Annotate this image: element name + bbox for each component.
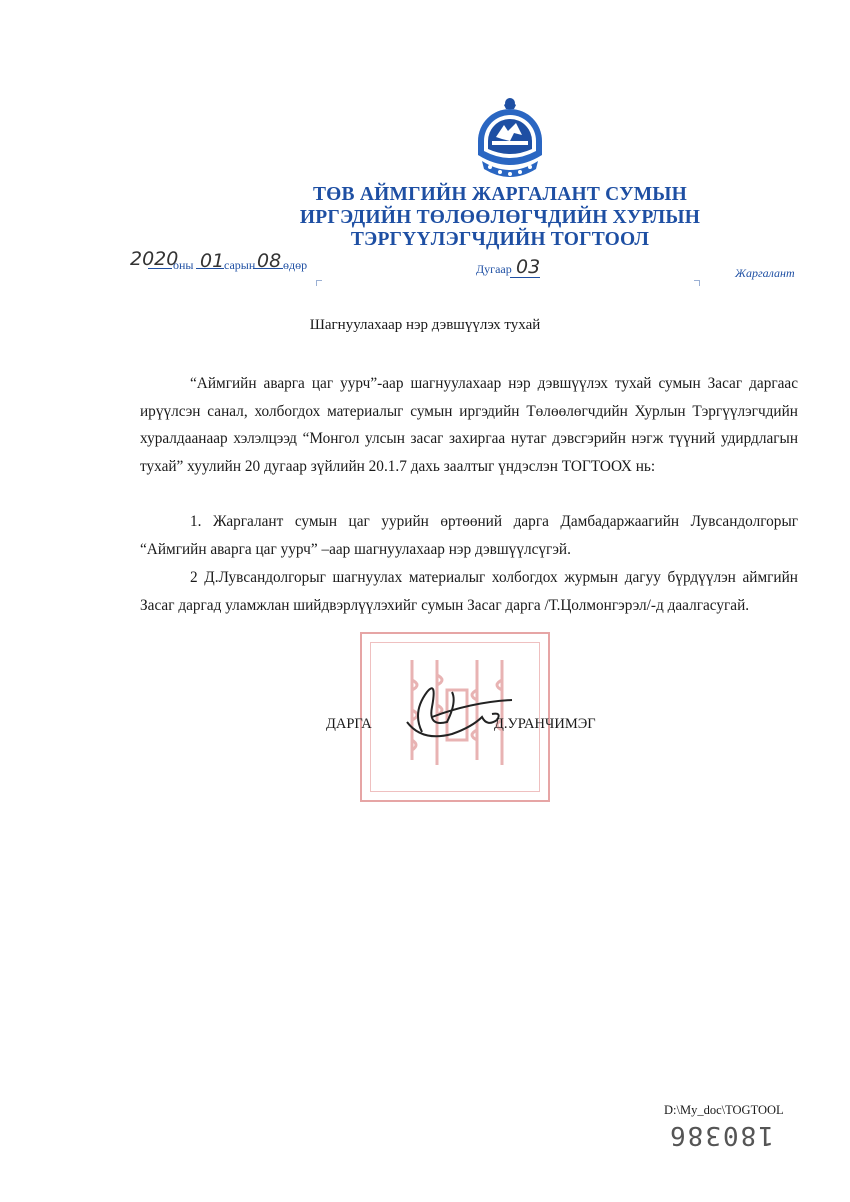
header-line-3: ТЭРГҮҮЛЭГЧДИЙН ТОГТООЛ — [350, 229, 650, 250]
date-day: 08 — [257, 250, 282, 272]
document-title: Шагнуулахаар нэр дэвшүүлэх тухай — [309, 317, 541, 333]
body-paragraph-1: “Аймгийн аварга цаг уурч”-аар шагнуулахаар нэр дэвшүүлэх тухай сумын Засаг даргаас ирүүлсэн санал, холбогдох материалыг сумын иргэдийн Төлөөлөгчдийн Хурлын Тэргүүлэгчдийн хуралдаанаар хэлэлцээд “Монгол улсын засаг захиргаа нутаг дэвсгэрийн нэгж түүний удирдлагын тухай” хуулийн 20 дугаар зүйлийн 20.1.7 дахь заалтыг үндэслэн ТОГТООХ нь: — [140, 375, 798, 475]
bracket-left — [316, 280, 322, 286]
body-paragraph-2: 1. Жаргалант сумын цаг уурийн өртөөний дарга Дамбадаржаагийн Лувсандолгорыг “Аймгийн аварга цаг уурч” –аар шагнуулахаар нэр дэвшүүлсүгэй. — [140, 513, 798, 558]
signatory-position: ДАРГА — [326, 716, 372, 732]
signatory-name: Д.УРАНЧИМЭГ — [494, 716, 596, 732]
place-name: Жаргалант — [735, 266, 795, 280]
state-emblem-icon — [470, 95, 550, 183]
date-year-underline — [148, 268, 172, 269]
date-month: 01 — [200, 250, 225, 272]
file-path: D:\My_doc\TOGTOOL — [664, 1103, 784, 1117]
date-day-suffix: өдөр — [283, 258, 308, 272]
number-label: Дугаар — [476, 262, 512, 276]
header-line-2: ИРГЭДИЙН ТӨЛӨӨЛӨГЧДИЙН ХУРЛЫН — [299, 207, 701, 228]
date-year: 2020 — [130, 248, 179, 270]
bracket-right — [694, 280, 700, 286]
date-month-suffix: сарын — [224, 258, 256, 272]
body-paragraph-3: 2 Д.Лувсандолгорыг шагнуулах материалыг холбогдох журмын дагуу бүрдүүлэн аймгийн Засаг даргад уламжлан шийдвэрлүүлэхийг сумын Засаг дарга /Т.Цолмонгэрэл/-д даалгасугай. — [140, 569, 798, 614]
document-number: 03 — [516, 256, 541, 278]
signature-icon — [392, 672, 542, 744]
date-year-suffix: оны — [173, 258, 194, 272]
serial-number: 180386 — [668, 1120, 774, 1150]
date-month-underline — [196, 268, 224, 269]
header-line-1: ТӨВ АЙМГИЙН ЖАРГАЛАНТ СУМЫН — [312, 184, 688, 205]
date-day-underline — [253, 268, 283, 269]
